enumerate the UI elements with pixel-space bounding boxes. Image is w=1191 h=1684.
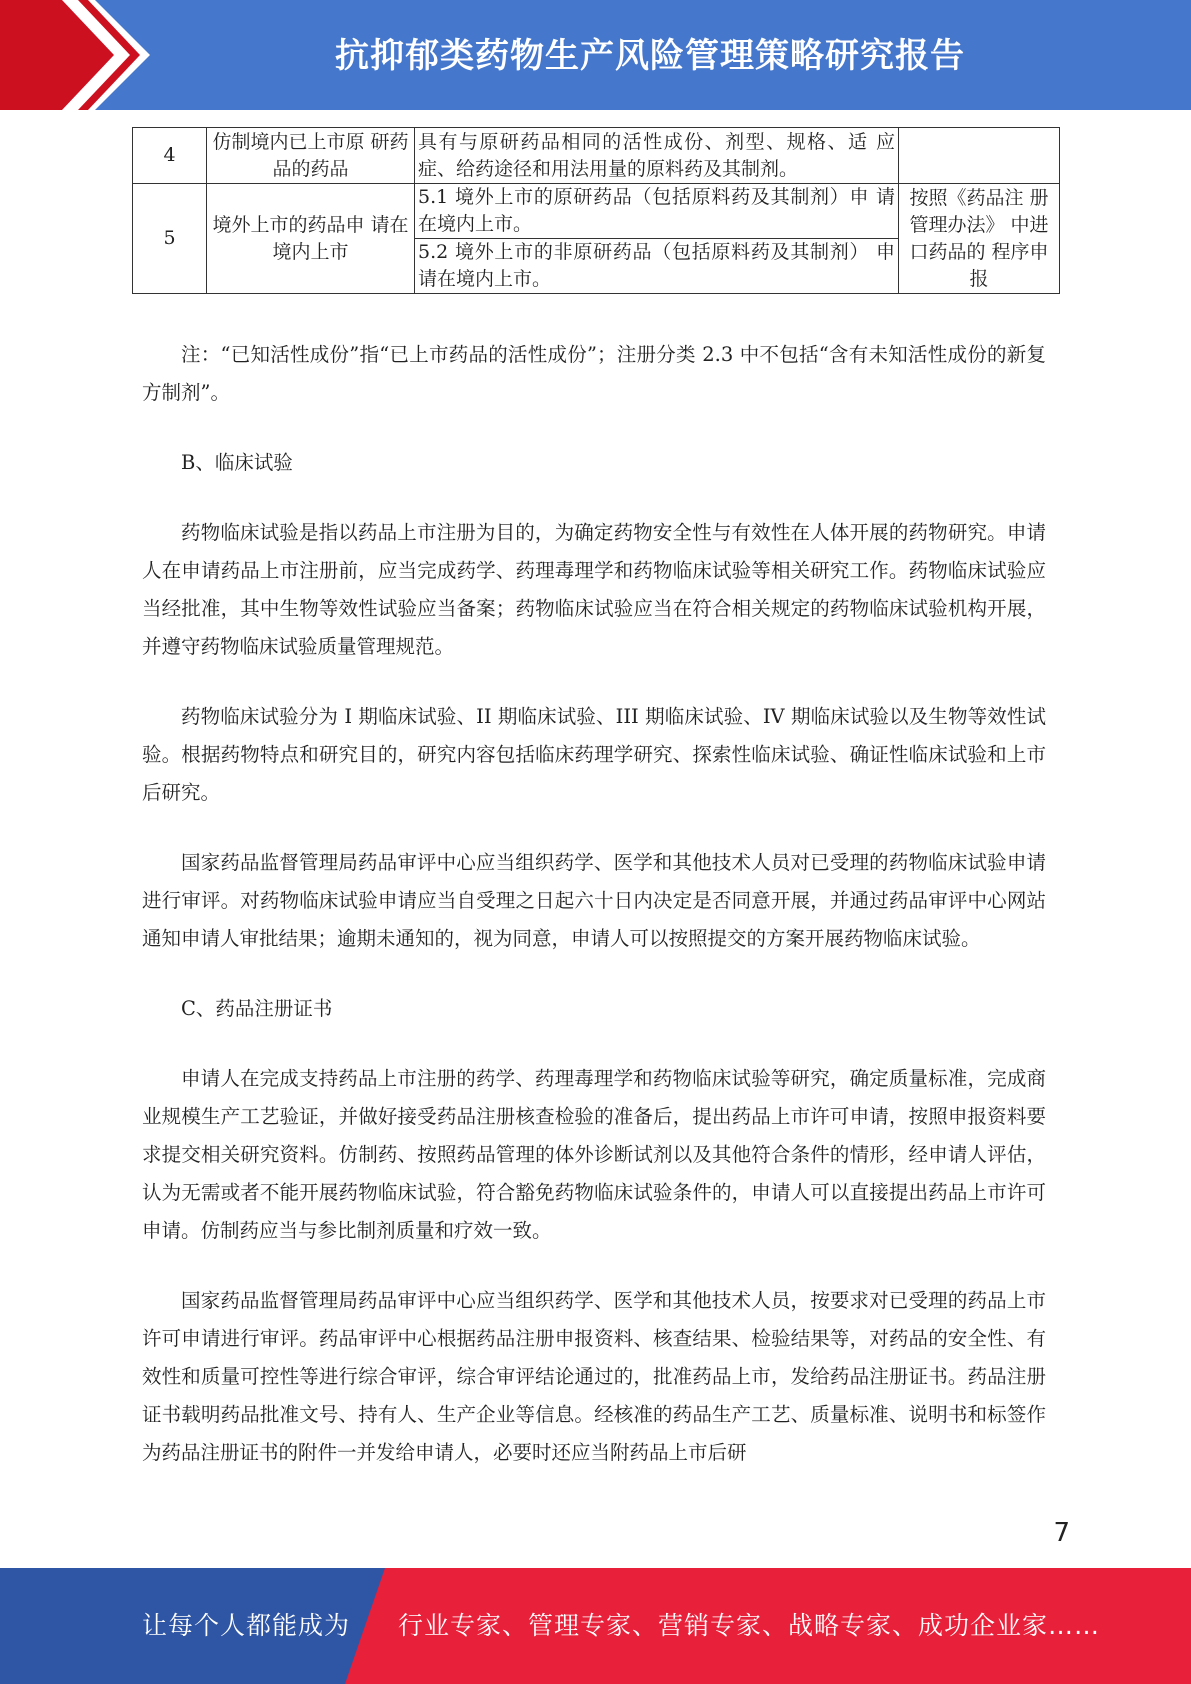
table-note: 注：“已知活性成份”指“已上市药品的活性成份”；注册分类 2.3 中不包括“含有未知活性成份的新复方制剂”。 [142,343,1046,404]
report-title: 抗抑郁类药物生产风险管理策略研究报告 [335,36,965,76]
header-arrow-icon [0,0,160,110]
paragraph: 国家药品监督管理局药品审评中心应当组织药学、医学和其他技术人员，按要求对已受理的药品上市许可申请进行审评。药品审评中心根据药品注册申报资料、核查结果、检验结果等，对药品的安全性、有效性和质量可控性等进行综合审评，综合审评结论通过的，批准药品上市，发给药品注册证书。药品注册证书载明药品批准文号、持有人、生产企业等信息。经核准的药品生产工艺、质量标准、说明书和标签作为药品注册证书的附件一并发给申请人，必要时还应当附药品上市后研 [142,1289,1046,1464]
header-banner [0,0,1191,110]
paragraph: 药物临床试验分为 I 期临床试验、II 期临床试验、III 期临床试验、IV 期临床试验以及生物等效性试验。根据药物特点和研究目的，研究内容包括临床药理学研究、探索性临床试验、确证性临床试验和上市后研究。 [142,705,1046,804]
paragraph: 申请人在完成支持药品上市注册的药学、药理毒理学和药物临床试验等研究，确定质量标准，完成商业规模生产工艺验证，并做好接受药品注册核查检验的准备后，提出药品上市许可申请，按照申报资料要求提交相关研究资料。仿制药、按照药品管理的体外诊断试剂以及其他符合条件的情形，经申请人评估，认为无需或者不能开展药物临床试验，符合豁免药物临床试验条件的，申请人可以直接提出药品上市许可申请。仿制药应当与参比制剂质量和疗效一致。 [142,1067,1046,1242]
row-description: 5.1 境外上市的原研药品（包括原料药及其制剂）申 请在境内上市。 [415,184,899,239]
row-note: 按照《药品注 册管理办法》 中进口药品的 程序申报 [899,184,1060,294]
table-row [133,128,1060,184]
page-number: 7 [1053,1518,1070,1548]
footer-banner [0,1568,1191,1684]
section-heading-b: B、临床试验 [181,451,293,474]
row-note-empty [899,128,1060,184]
row-category: 境外上市的药品申 请在境内上市 [207,184,415,294]
row-number: 4 [133,128,207,184]
footer-slogan-right: 行业专家、管理专家、营销专家、战略专家、成功企业家…… [398,1611,1101,1640]
row-description: 具有与原研药品相同的活性成份、剂型、规格、适 应症、给药途径和用法用量的原料药及其制剂。 [415,128,899,184]
document-body [142,336,1046,1504]
registration-table [132,127,1060,294]
section-heading-c: C、药品注册证书 [181,997,333,1020]
row-number: 5 [133,184,207,294]
table-row [133,184,1060,239]
paragraph: 药物临床试验是指以药品上市注册为目的，为确定药物安全性与有效性在人体开展的药物研究。申请人在申请药品上市注册前，应当完成药学、药理毒理学和药物临床试验等相关研究工作。药物临床试验应当经批准，其中生物等效性试验应当备案；药物临床试验应当在符合相关规定的药物临床试验机构开展，并遵守药物临床试验质量管理规范。 [142,521,1046,658]
row-category: 仿制境内已上市原 研药品的药品 [207,128,415,184]
row-description: 5.2 境外上市的非原研药品（包括原料药及其制剂） 申请在境内上市。 [415,239,899,294]
paragraph: 国家药品监督管理局药品审评中心应当组织药学、医学和其他技术人员对已受理的药物临床试验申请进行审评。对药物临床试验申请应当自受理之日起六十日内决定是否同意开展，并通过药品审评中心网站通知申请人审批结果；逾期未通知的，视为同意，申请人可以按照提交的方案开展药物临床试验。 [142,851,1046,950]
footer-slogan-left: 让每个人都能成为 [142,1611,351,1640]
